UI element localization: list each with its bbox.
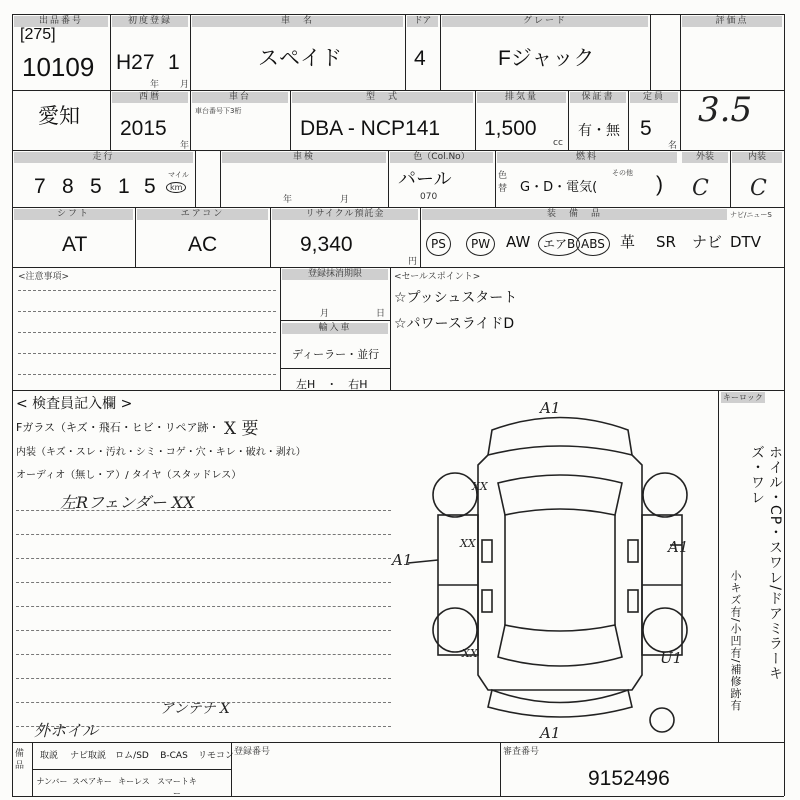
audio-line: オーディオ（無し・ア）/ タイヤ（スタッドレス） [16, 470, 242, 481]
fuel-close: ) [656, 173, 663, 196]
first-reg-month-unit: 月 [180, 80, 190, 90]
doors: 4 [414, 47, 426, 70]
car-diagram [392, 395, 720, 742]
side-text: 小キズ有/小凹有/補修跡有 [729, 570, 742, 712]
mileage-label: 走行 [14, 152, 193, 163]
shaken-month: 月 [340, 195, 350, 205]
footer-side-label: 備品 [15, 749, 25, 771]
fuel: G・D・電気( [520, 180, 598, 195]
ac: AC [188, 233, 218, 256]
reg-deadline-label: 登録抹消期限 [282, 269, 388, 280]
mileage-digit: 8 [62, 175, 74, 198]
footer-item: スペアキー [72, 777, 112, 786]
damage-mark: XX [462, 647, 478, 660]
damage-mark: A1 [540, 399, 561, 417]
mileage-unit-mile: マイル [168, 171, 189, 179]
footer-item: ロム/SD [115, 751, 149, 761]
year-label: 西暦 [112, 92, 188, 103]
chassis-note: 車台番号下3桁 [195, 107, 242, 115]
mileage-digit: 5 [90, 175, 102, 198]
interior-label: 内装 [732, 152, 782, 163]
mileage-digit: 1 [118, 175, 130, 198]
exam-no-label: 審査番号 [503, 747, 540, 757]
year-unit: 年 [180, 141, 190, 151]
footer-item: ナンバー [36, 777, 68, 786]
footer-item: キーレス [118, 777, 150, 786]
interior: C [750, 176, 767, 201]
fglass-mark: X 要 [224, 419, 259, 439]
damage-mark: U1 [660, 649, 683, 667]
sales-point: ☆パワースライドD [394, 316, 515, 332]
inspection-label: 保証書 [570, 92, 626, 103]
reg-no-label: 登録番号 [234, 747, 271, 757]
shift: AT [62, 233, 88, 256]
reg-month: 月 [320, 309, 330, 319]
shift-label: シフト [14, 209, 133, 220]
score-label: 評価点 [682, 16, 782, 27]
mileage-unit-km: km [166, 182, 186, 193]
footer-item: リモコン [197, 751, 234, 761]
import-label: 輸入車 [282, 323, 388, 334]
equipment-item: ナビ [692, 233, 723, 251]
inspector-note: アンテナ X [160, 701, 230, 717]
recycle: 9,340 [300, 233, 353, 256]
first-reg-era: H27 [116, 51, 155, 74]
reg-day: 日 [376, 309, 386, 319]
interior-line: 内装（キズ・スレ・汚れ・シミ・コゲ・穴・キレ・破れ・剥れ） [16, 447, 306, 458]
inspector-note: 左Rフェンダー XX [60, 493, 195, 512]
exterior: C [692, 176, 709, 201]
caution-label: <注意事項> [18, 272, 70, 282]
first-reg-month: 1 [168, 51, 180, 74]
model: DBA - NCP141 [300, 117, 441, 140]
inspection: 有・無 [578, 123, 620, 139]
door-label: ドア [407, 16, 438, 27]
footer-item: ナビ取説 [69, 751, 106, 761]
sales-point: ☆プッシュスタート [394, 290, 518, 306]
inspector-title: < 検査員記入欄 > [16, 396, 133, 412]
exhibit-no: 10109 [22, 52, 95, 82]
damage-mark: XX [460, 537, 476, 550]
equipment-item: DTV [730, 233, 761, 251]
score: 3.5 [698, 90, 753, 130]
equipment-item: エアB [538, 232, 580, 256]
exam-no: 9152496 [588, 767, 670, 790]
displacement: 1,500 [484, 117, 537, 140]
displacement-label: 排気量 [477, 92, 566, 103]
navi-label: ナビ/ニューS [730, 211, 772, 219]
recycle-unit: 円 [408, 257, 418, 267]
recycle-label: リサイクル預託金 [272, 209, 418, 220]
exterior-label: 外装 [682, 152, 728, 163]
footer-item: B-CAS [160, 751, 188, 761]
equipment-item: PW [466, 232, 495, 256]
damage-mark: A1 [392, 551, 413, 569]
name-label: 車 名 [192, 16, 403, 27]
model-label: 型 式 [292, 92, 473, 103]
shaken-label: 車検 [222, 152, 386, 163]
equipment-item: AW [506, 233, 531, 251]
equip-label: 装 備 品 [422, 209, 727, 220]
color-label: 色（Col.No） [390, 152, 493, 163]
exhibit-lane: [275] [20, 26, 56, 43]
mileage-digit: 7 [34, 175, 46, 198]
ac-label: エアコン [137, 209, 268, 220]
chassis-label: 車台 [192, 92, 288, 103]
fuel-other: その他 [612, 169, 633, 177]
equipment-item: PS [426, 232, 451, 256]
equipment-item: ABS [576, 232, 610, 256]
capacity-label: 定員 [630, 92, 678, 103]
color-code: 070 [420, 192, 438, 202]
fglass-line: Fガラス（キズ・飛石・ヒビ・リペア跡・ [16, 421, 220, 434]
capacity-unit: 名 [668, 141, 678, 151]
damage-mark: A1 [540, 724, 561, 742]
footer-item: スマートキー [157, 777, 197, 798]
capacity: 5 [640, 117, 652, 140]
color: パール [398, 169, 452, 189]
side-text: ホイル・CP・スワレ/ドアミラーキズ・ワレ [749, 445, 783, 681]
sales-label: <セールスポイント> [394, 272, 481, 282]
grade-label: グレード [442, 16, 648, 27]
fuel-label: 燃料 [497, 152, 677, 163]
handle: 左H ・ 右H [296, 378, 368, 391]
first-reg-year-unit: 年 [150, 80, 160, 90]
color-change-label: 色替 [498, 171, 508, 194]
car-name: スペイド [258, 47, 342, 70]
displacement-unit: cc [553, 138, 563, 148]
equipment-item: SR [656, 233, 676, 251]
import-value: ディーラー・並行 [292, 348, 380, 361]
grade: Fジャック [498, 47, 595, 70]
year: 2015 [120, 117, 167, 140]
side-label: キーロック [723, 393, 763, 402]
equipment-item: 革 [620, 233, 636, 251]
shaken-year: 年 [283, 195, 293, 205]
location: 愛知 [38, 105, 80, 128]
footer-item: 取説 [39, 751, 58, 761]
damage-mark: XX [472, 480, 488, 493]
inspector-note: 外ホイル [34, 721, 99, 740]
exhibit-no-label: 出品番号 [14, 16, 108, 27]
first-reg-label: 初度登録 [112, 16, 188, 27]
damage-mark: A1 [668, 538, 689, 556]
mileage-digit: 5 [144, 175, 156, 198]
